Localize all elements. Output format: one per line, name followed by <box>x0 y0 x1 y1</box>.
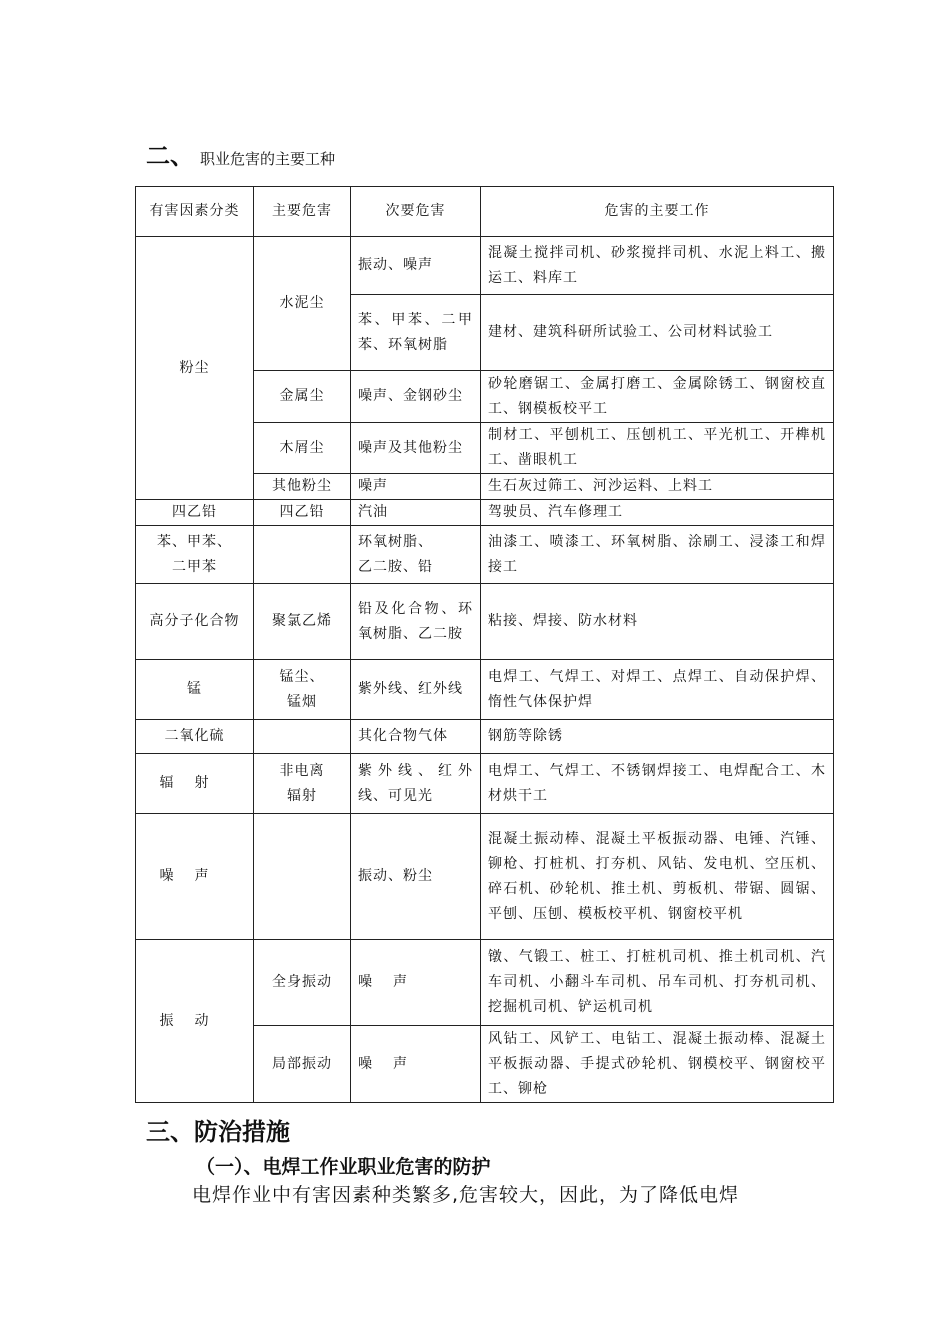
cell-primary: 水泥尘 <box>254 237 351 371</box>
section-number: 二、 <box>146 142 194 170</box>
table-row <box>136 584 834 660</box>
header-primary: 主要危害 <box>254 187 351 237</box>
table-row <box>136 814 834 940</box>
table-row <box>136 940 834 1026</box>
cell-category: 粉尘 <box>136 237 254 500</box>
cell-work: 混凝土振动棒、混凝土平板振动器、电锤、汽锤、铆枪、打桩机、打夯机、风钻、发电机、空压机、碎石机、砂轮机、推土机、剪板机、带锯、圆锯、平刨、压刨、模板校平机、钢窗校平机 <box>481 814 834 940</box>
cell-work: 生石灰过筛工、河沙运料、上料工 <box>481 474 834 500</box>
cell-secondary: 汽油 <box>351 500 481 526</box>
cell-primary <box>254 526 351 584</box>
hazard-table <box>135 186 834 1103</box>
cell-secondary: 振动、噪声 <box>351 237 481 295</box>
cell-category: 高分子化合物 <box>136 584 254 660</box>
cell-primary: 全身振动 <box>254 940 351 1026</box>
cell-secondary: 铅及化合物、环氧树脂、乙二胺 <box>351 584 481 660</box>
cell-secondary: 紫外线、红外线、可见光 <box>351 754 481 814</box>
cell-work: 风钻工、风铲工、电钻工、混凝土振动棒、混凝土平板振动器、手提式砂轮机、钢模校平、钢窗校平工、铆枪 <box>481 1026 834 1103</box>
cell-primary: 四乙铅 <box>254 500 351 526</box>
table-row <box>136 754 834 814</box>
cell-secondary: 噪声 <box>351 940 481 1026</box>
cell-category: 苯、甲苯、 二甲苯 <box>136 526 254 584</box>
cell-work: 油漆工、喷漆工、环氧树脂、涂刷工、浸漆工和焊接工 <box>481 526 834 584</box>
cell-primary: 金属尘 <box>254 371 351 423</box>
cell-primary <box>254 720 351 754</box>
section-heading-3: 三、防治措施 <box>146 1118 290 1146</box>
header-work: 危害的主要工作 <box>481 187 834 237</box>
cell-work: 镦、气锻工、桩工、打桩机司机、推土机司机、汽车司机、小翻斗车司机、吊车司机、打夯机司机、挖掘机司机、铲运机司机 <box>481 940 834 1026</box>
header-secondary: 次要危害 <box>351 187 481 237</box>
table-row <box>136 237 834 295</box>
cell-primary: 其他粉尘 <box>254 474 351 500</box>
table-row <box>136 526 834 584</box>
cell-category: 二氧化硫 <box>136 720 254 754</box>
cell-secondary: 环氧树脂、 乙二胺、铅 <box>351 526 481 584</box>
cell-work: 电焊工、气焊工、对焊工、点焊工、自动保护焊、惰性气体保护焊 <box>481 660 834 720</box>
cell-work: 制材工、平刨机工、压刨机工、平光机工、开榫机工、凿眼机工 <box>481 423 834 474</box>
cell-secondary: 噪声及其他粉尘 <box>351 423 481 474</box>
cell-primary: 非电离 辐射 <box>254 754 351 814</box>
table-header-row <box>136 187 834 237</box>
table-row <box>136 660 834 720</box>
cell-secondary: 紫外线、红外线 <box>351 660 481 720</box>
cell-secondary: 噪声 <box>351 1026 481 1103</box>
cell-work: 钢筋等除锈 <box>481 720 834 754</box>
cell-work: 砂轮磨锯工、金属打磨工、金属除锈工、钢窗校直工、钢模板校平工 <box>481 371 834 423</box>
table-row <box>136 500 834 526</box>
cell-work: 粘接、焊接、防水材料 <box>481 584 834 660</box>
cell-category: 噪声 <box>136 814 254 940</box>
cell-work: 驾驶员、汽车修理工 <box>481 500 834 526</box>
table-row <box>136 720 834 754</box>
cell-work: 电焊工、气焊工、不锈钢焊接工、电焊配合工、木材烘干工 <box>481 754 834 814</box>
cell-primary: 锰尘、 锰烟 <box>254 660 351 720</box>
cell-category: 振动 <box>136 940 254 1103</box>
cell-work: 混凝土搅拌司机、砂浆搅拌司机、水泥上料工、搬运工、料库工 <box>481 237 834 295</box>
cell-secondary: 苯、甲苯、二甲苯、环氧树脂 <box>351 295 481 371</box>
cell-primary <box>254 814 351 940</box>
cell-category: 辐射 <box>136 754 254 814</box>
header-category: 有害因素分类 <box>136 187 254 237</box>
cell-secondary: 其化合物气体 <box>351 720 481 754</box>
body-paragraph: 电焊作业中有害因素种类繁多,危害较大，因此，为了降低电焊 <box>192 1184 740 1206</box>
cell-primary: 聚氯乙烯 <box>254 584 351 660</box>
cell-work: 建材、建筑科研所试验工、公司材料试验工 <box>481 295 834 371</box>
section-heading-2 <box>146 136 335 171</box>
cell-secondary: 噪声、金钢砂尘 <box>351 371 481 423</box>
cell-secondary: 噪声 <box>351 474 481 500</box>
cell-category: 锰 <box>136 660 254 720</box>
section-title: 职业危害的主要工种 <box>200 150 336 168</box>
cell-secondary: 振动、粉尘 <box>351 814 481 940</box>
cell-category: 四乙铅 <box>136 500 254 526</box>
cell-primary: 局部振动 <box>254 1026 351 1103</box>
cell-primary: 木屑尘 <box>254 423 351 474</box>
subsection-heading: （一）、电焊工作业职业危害的防护 <box>196 1156 491 1178</box>
